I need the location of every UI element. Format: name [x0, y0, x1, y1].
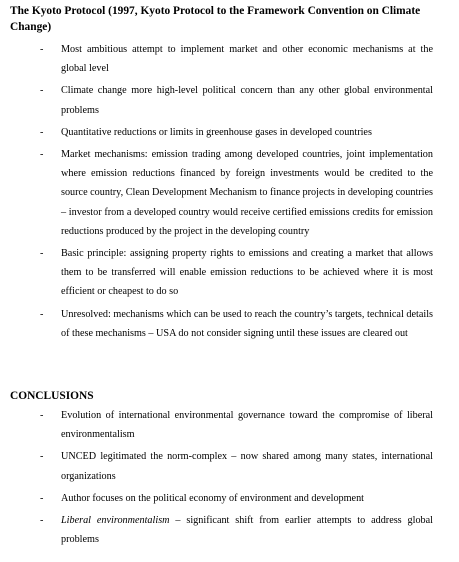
bullet-text: Evolution of international environmental governance toward the compromise of liberal environmentalism — [61, 410, 433, 441]
bullet-dash: - — [40, 149, 44, 161]
bullet-dash: - — [40, 308, 44, 320]
kyoto-bullet-list — [0, 40, 459, 346]
bullet-text — [61, 511, 433, 549]
list-item — [0, 40, 459, 78]
list-item — [0, 305, 459, 343]
bullet-text: Unresolved: mechanisms which can be used to reach the country’s targets, technical details of these mechanisms – USA do not consider signing until these issues are cleared out — [61, 308, 433, 339]
list-item — [0, 511, 459, 549]
conclusions-bullet-list — [0, 406, 459, 552]
bullet-dash: - — [40, 451, 44, 463]
bullet-dash: - — [40, 492, 44, 504]
list-item — [0, 489, 459, 508]
bullet-text: Climate change more high-level political concern than any other global environmental problems — [61, 85, 433, 116]
list-item — [0, 123, 459, 142]
list-item — [0, 447, 459, 485]
list-item — [0, 244, 459, 302]
conclusions-heading: CONCLUSIONS — [10, 390, 94, 402]
bullet-text: Market mechanisms: emission trading among developed countries, joint implementation where emission reductions financed by foreign investments would be credited to the source country, Clean Development Mechanism to finance projects in developing countries – investor from a developed country would receive certified emissions credits for emission reductions produced by the project in the developing country — [61, 149, 433, 237]
bullet-dash: - — [40, 85, 44, 97]
kyoto-protocol-heading: The Kyoto Protocol (1997, Kyoto Protocol to the Framework Convention on Climate Change) — [10, 5, 421, 33]
bullet-text: Basic principle: assigning property rights to emissions and creating a market that allows them to be transferred will enable emission reductions to be achieved where it is most efficient or cheapest to do so — [61, 248, 433, 298]
bullet-dash: - — [40, 248, 44, 260]
bullet-dash: - — [40, 44, 44, 55]
list-item — [0, 145, 459, 241]
bullet-text: Author focuses on the political economy of environment and development — [61, 492, 364, 504]
bullet-text: Quantitative reductions or limits in greenhouse gases in developed countries — [61, 126, 372, 138]
bullet-text: Most ambitious attempt to implement market and other economic mechanisms at the global level — [61, 44, 433, 75]
bullet-text: UNCED legitimated the norm-complex – now shared among many states, international organizations — [61, 451, 433, 482]
bullet-text-rest: – significant shift from earlier attempts to address global problems — [61, 515, 433, 546]
bullet-dash: - — [40, 515, 44, 527]
list-item — [0, 81, 459, 119]
bullet-dash: - — [40, 126, 44, 138]
bullet-dash: - — [40, 410, 44, 421]
italic-term: Liberal environmentalism — [61, 515, 170, 527]
list-item — [0, 406, 459, 444]
